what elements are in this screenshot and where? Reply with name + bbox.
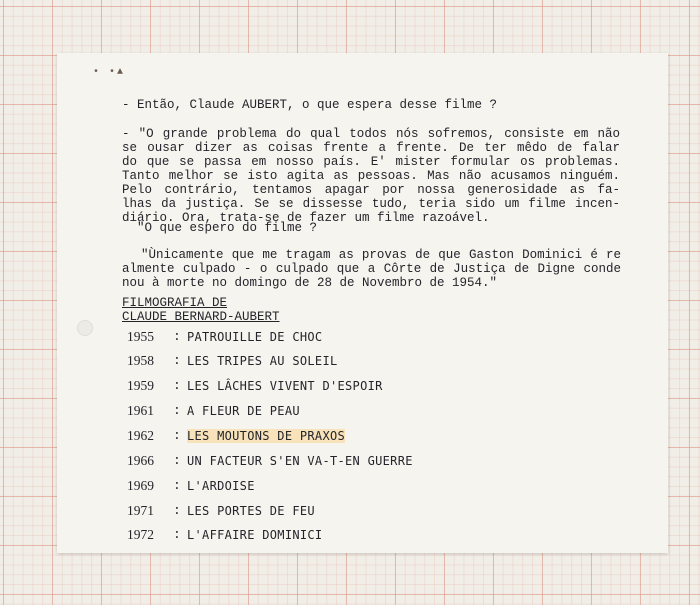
answer-2-line: almente culpado - o culpado que a Côrte de Justiça de Digne conde: [122, 262, 621, 276]
answer-1-line: Pelo contrário, tentamos apagar por nossa generosidade as fa-: [122, 183, 620, 197]
film-title: PATROUILLE DE CHOC: [187, 330, 323, 344]
answer-1-line: Tanto melhor se isto agita as pessoas. Mas não acusamos ninguém.: [122, 169, 620, 183]
entry-separator: :: [173, 378, 181, 393]
film-year: 1966: [127, 453, 154, 468]
answer-1-line: lhas da justiça. Se se dissesse tudo, teria sido um filme incen-: [122, 197, 620, 211]
answer-1-line: diário. Ora, trata-se de fazer um filme razoável.: [122, 211, 490, 225]
film-year: 1955: [127, 329, 154, 344]
entry-separator: :: [173, 403, 181, 418]
answer-1-line: do que se passa em nosso país. E' mister formular os problemas.: [122, 155, 620, 169]
entry-separator: :: [173, 527, 181, 542]
film-year: 1971: [127, 503, 154, 518]
question-1: - Então, Claude AUBERT, o que espera desse filme ?: [122, 98, 498, 112]
entry-separator: :: [173, 503, 181, 518]
typewritten-page: [57, 53, 668, 553]
punch-hole: [77, 320, 93, 336]
film-year: 1958: [127, 353, 154, 368]
answer-1-line: - "O grande problema do qual todos nós sofremos, consiste em não: [122, 127, 620, 141]
film-year: 1969: [127, 478, 154, 493]
film-title: L'ARDOISE: [187, 479, 255, 493]
ink-specks: • •▲: [93, 67, 126, 78]
film-year: 1962: [127, 428, 154, 443]
answer-2-line: nou à morte no domingo de 28 de Novembro de 1954.": [122, 276, 498, 290]
film-year: 1972: [127, 527, 154, 542]
film-title: LES TRIPES AU SOLEIL: [187, 354, 338, 368]
entry-separator: :: [173, 478, 181, 493]
question-2: "O que espero do filme ?: [137, 221, 318, 235]
film-title: LES PORTES DE FEU: [187, 504, 315, 518]
answer-2-line: "Ùnicamente que me tragam as provas de que Gaston Dominici é re: [141, 248, 621, 262]
film-title: A FLEUR DE PEAU: [187, 404, 300, 418]
film-year: 1959: [127, 378, 154, 393]
filmography-subheading: CLAUDE BERNARD-AUBERT: [122, 310, 280, 324]
film-title: LES MOUTONS DE PRAXOS: [187, 429, 346, 443]
film-title: L'AFFAIRE DOMINICI: [187, 528, 323, 542]
film-year: 1961: [127, 403, 154, 418]
film-title: UN FACTEUR S'EN VA-T-EN GUERRE: [187, 454, 413, 468]
film-title: LES LÂCHES VIVENT D'ESPOIR: [187, 379, 383, 393]
entry-separator: :: [173, 329, 181, 344]
entry-separator: :: [173, 428, 181, 443]
entry-separator: :: [173, 353, 181, 368]
answer-1-line: se ousar dizer as coisas frente a frente. De ter mêdo de falar: [122, 141, 620, 155]
entry-separator: :: [173, 453, 181, 468]
filmography-heading: FILMOGRAFIA DE: [122, 296, 228, 310]
